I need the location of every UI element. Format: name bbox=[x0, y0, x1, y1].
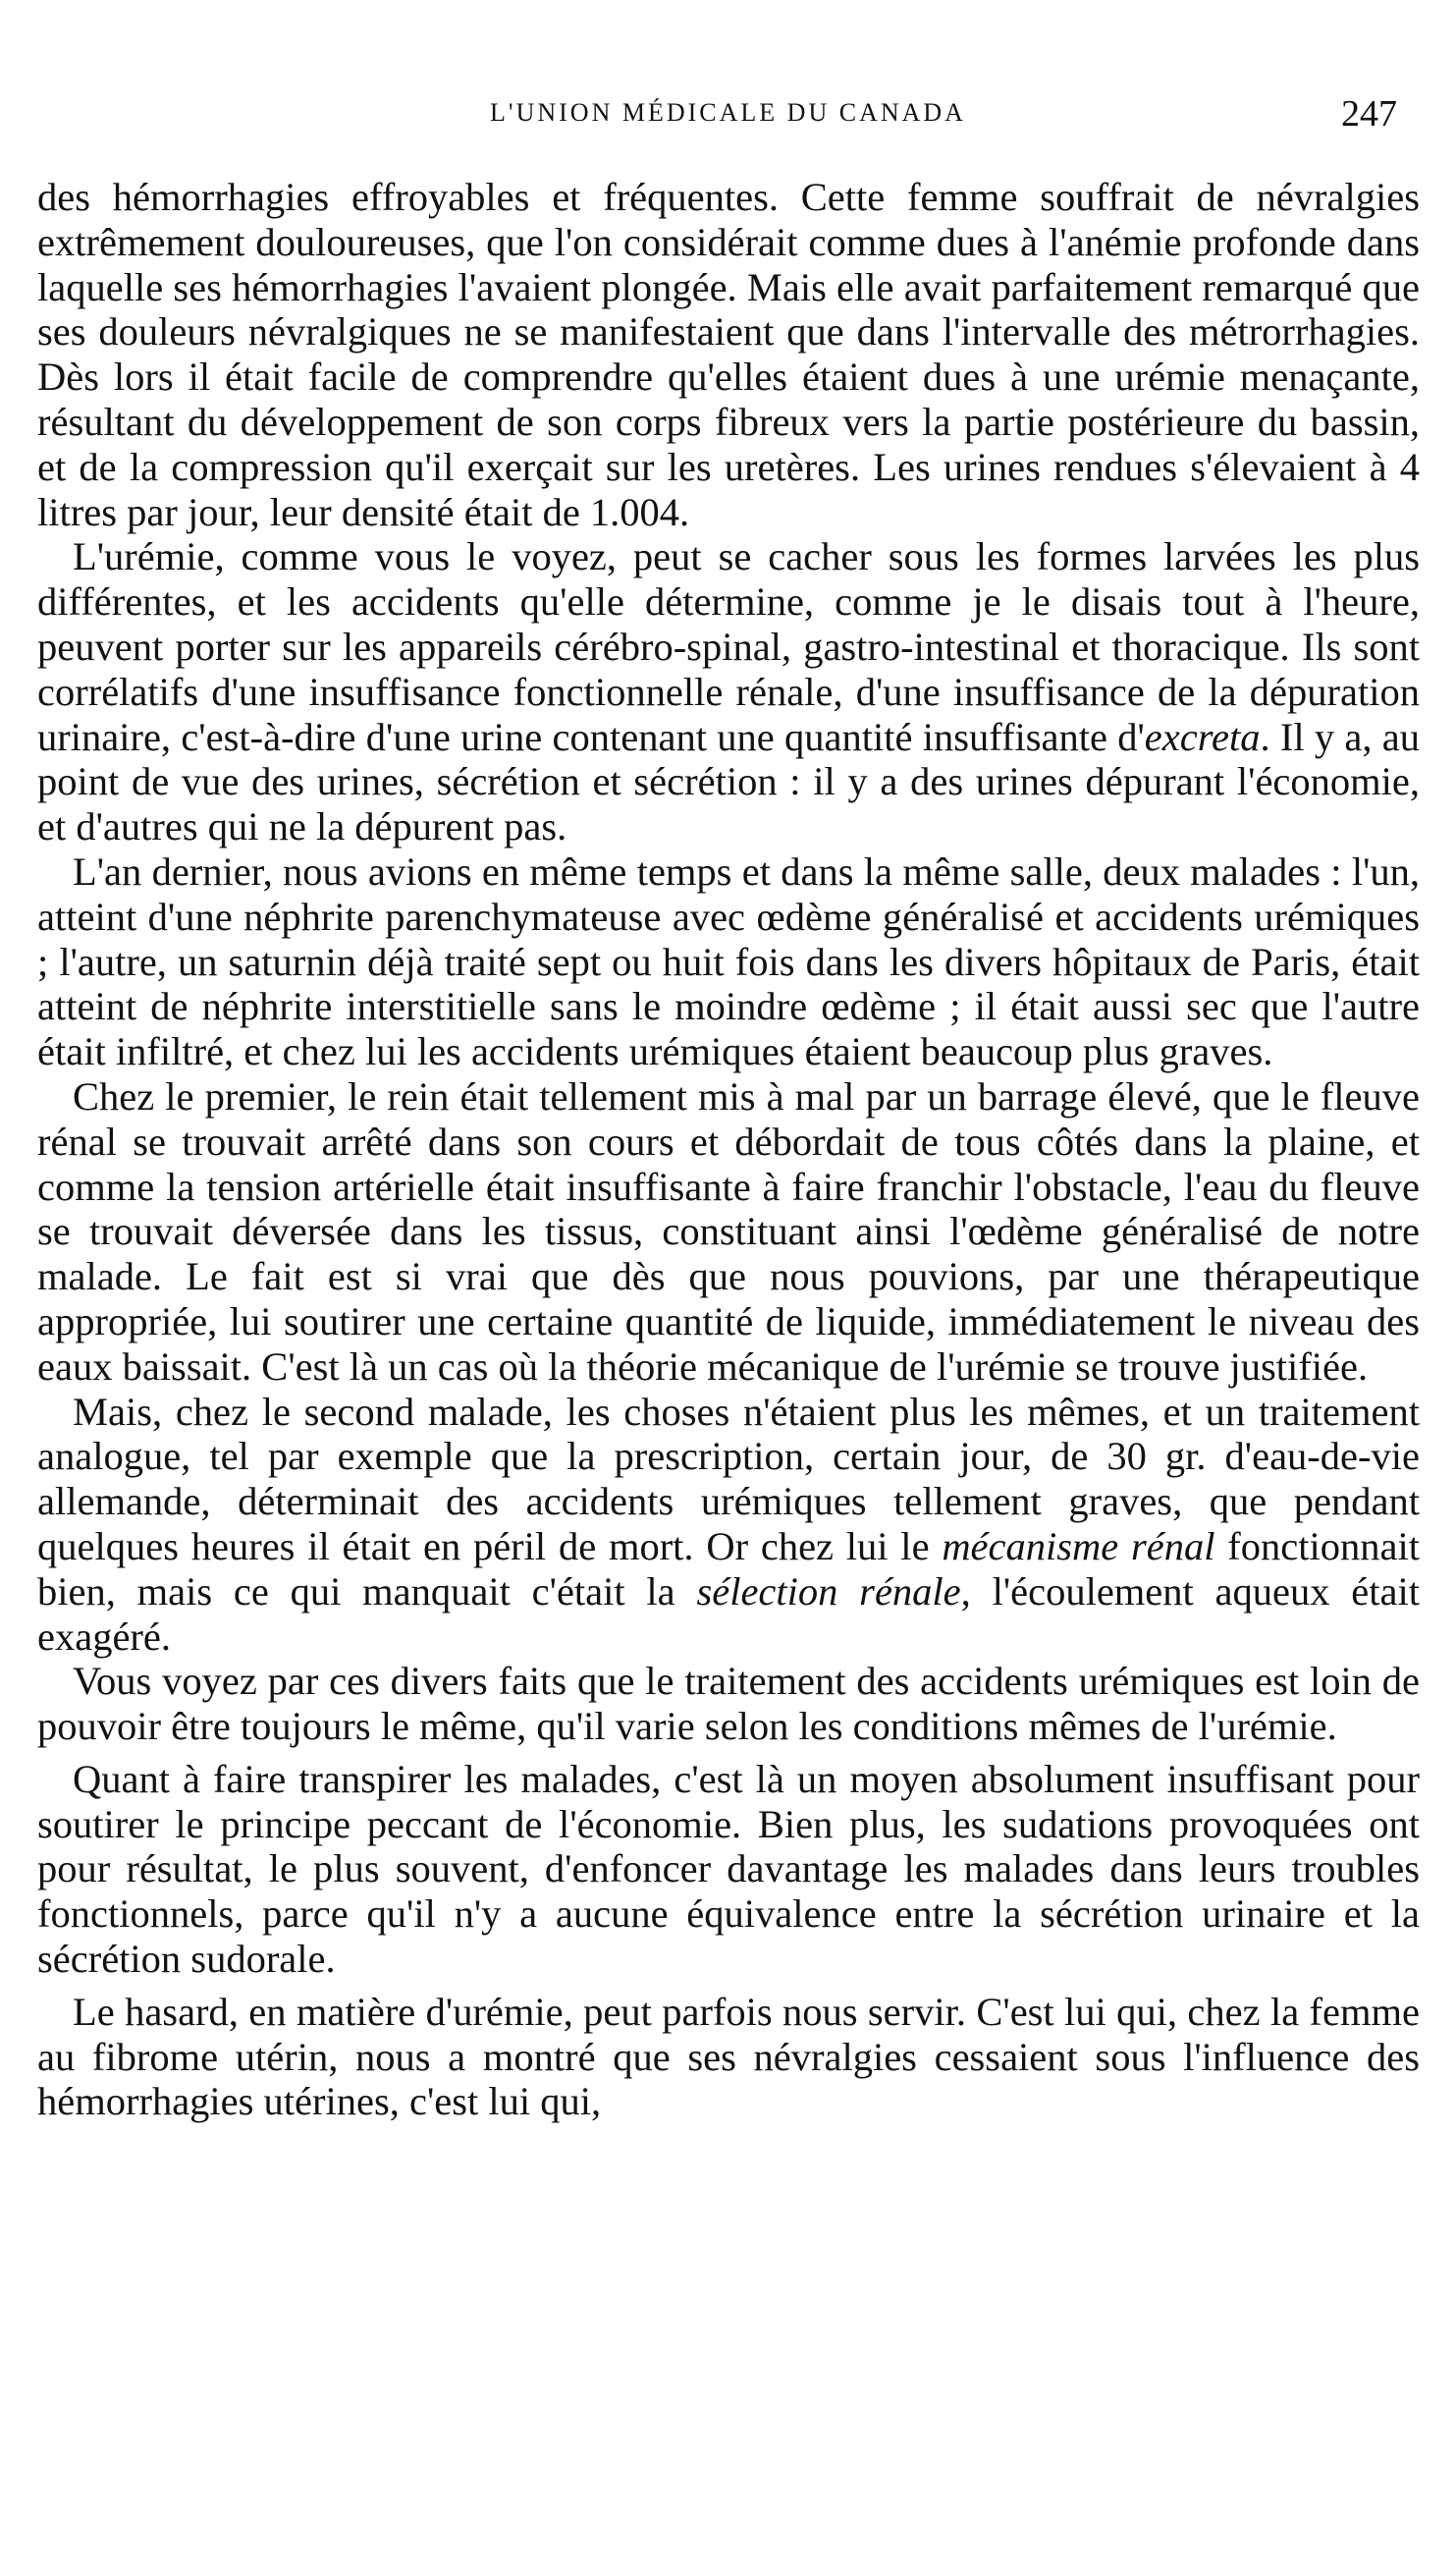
page-number: 247 bbox=[1341, 93, 1397, 135]
paragraph bbox=[37, 849, 1420, 1074]
text-run: L'an dernier, nous avions en même temps et dans la même salle, deux malades : l'un, atteint d'une néphrite parenchymateuse avec œdème généralisé et accidents urémiques ; l'autre, un saturnin déjà traité sept ou huit fois dans les divers hôpitaux de Paris, était atteint de néphrite interstitielle sans le moindre œdème ; il était aussi sec que l'autre était infiltré, et chez lui les accidents urémiques étaient beaucoup plus graves. bbox=[37, 848, 1420, 1074]
paragraph bbox=[37, 175, 1420, 534]
running-title: L'UNION MÉDICALE DU CANADA bbox=[490, 98, 966, 127]
paragraph bbox=[37, 1659, 1420, 1749]
paragraph bbox=[37, 1990, 1420, 2124]
paragraph bbox=[37, 1757, 1420, 1982]
text-run: , l'écoulement aqueux était exagéré. bbox=[37, 1568, 1420, 1659]
text-run: Le hasard, en matière d'urémie, peut parfois nous servir. C'est lui qui, chez la femme au fibrome utérin, nous a montré que ses névralgies cessaient sous l'influence des hémorrhagies utérines, c'est lui qui, bbox=[37, 1989, 1420, 2124]
italic-text: excreta bbox=[1144, 714, 1261, 759]
italic-text: mécanisme rénal bbox=[942, 1523, 1215, 1568]
paragraph bbox=[37, 534, 1420, 849]
text-run: des hémorrhagies effroyables et fréquentes. Cette femme souffrait de névralgies extrêmement douloureuses, que l'on considérait comme dues à l'anémie profonde dans laquelle ses hémorrhagies l'avaient plongée. Mais elle avait parfaitement remarqué que ses douleurs névralgiques ne se manifestaient que dans l'intervalle des métrorrhagies. Dès lors il était facile de comprendre qu'elles étaient dues à une urémie menaçante, résultant du développement de son corps fibreux vers la partie postérieure du bassin, et de la compression qu'il exerçait sur les uretères. Les urines rendues s'élevaient à 4 litres par jour, leur densité était de 1.004. bbox=[37, 175, 1420, 534]
text-run: Chez le premier, le rein était tellement mis à mal par un barrage élevé, que le fleuve rénal se trouvait arrêté dans son cours et débordait de tous côtés dans la plaine, et comme la tension artérielle était insuffisante à faire franchir l'obstacle, l'eau du fleuve se trouvait déversée dans les tissus, constituant ainsi l'œdème généralisé de notre malade. Le fait est si vrai que dès que nous pouvions, par une thérapeutique appropriée, lui soutirer une certaine quantité de liquide, immédiatement le niveau des eaux baissait. C'est là un cas où la théorie mécanique de l'urémie se trouve justifiée. bbox=[37, 1073, 1420, 1389]
paragraph bbox=[37, 1074, 1420, 1390]
italic-text: sélection rénale bbox=[696, 1568, 961, 1614]
text-run: fonctionnait bien, mais ce qui manquait c'était la bbox=[37, 1523, 1420, 1614]
text-run: Quant à faire transpirer les malades, c'est là un moyen absolument insuffisant pour soutirer le principe peccant de l'économie. Bien plus, les sudations provoquées ont pour résultat, le plus souvent, d'enfoncer davantage les malades dans leurs troubles fonctionnels, parce qu'il n'y a aucune équivalence entre la sécrétion urinaire et la sécrétion sudorale. bbox=[37, 1756, 1420, 1982]
body-text bbox=[37, 175, 1420, 2124]
text-run: Mais, chez le second malade, les choses n'étaient plus les mêmes, et un traitement analogue, tel par exemple que la prescription, certain jour, de 30 gr. d'eau-de-vie allemande, déterminait des accidents urémiques tellement graves, que pendant quelques heures il était en péril de mort. Or chez lui le bbox=[37, 1389, 1420, 1568]
text-run: L'urémie, comme vous le voyez, peut se cacher sous les formes larvées les plus différentes, et les accidents qu'elle détermine, comme je le disais tout à l'heure, peuvent porter sur les appareils cérébro-spinal, gastro-intestinal et thoracique. Ils sont corrélatifs d'une insuffisance fonctionnelle rénale, d'une insuffisance de la dépuration urinaire, c'est-à-dire d'une urine contenant une quantité insuffisante d' bbox=[37, 534, 1420, 759]
running-head bbox=[39, 93, 1417, 137]
paragraph bbox=[37, 1390, 1420, 1660]
text-run: . Il y a, au point de vue des urines, sécrétion et sécrétion : il y a des urines dépurant l'économie, et d'autres qui ne la dépurent pas. bbox=[37, 714, 1420, 849]
text-run: Vous voyez par ces divers faits que le traitement des accidents urémiques est loin de pouvoir être toujours le même, qu'il varie selon les conditions mêmes de l'urémie. bbox=[37, 1659, 1420, 1749]
